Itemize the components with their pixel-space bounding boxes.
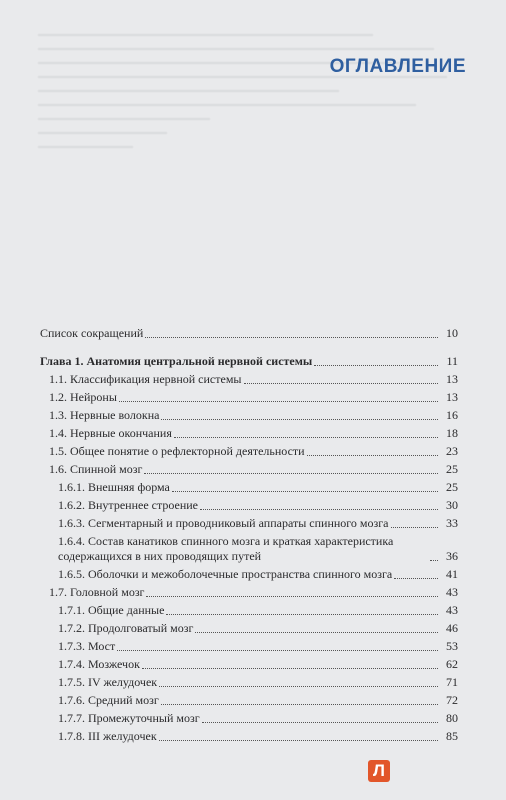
toc-entry[interactable] — [40, 372, 458, 387]
leader-dots — [307, 455, 438, 456]
leader-dots — [161, 704, 438, 705]
toc-entry-text: 1.7.5. IV желудочек — [58, 675, 158, 689]
toc-entry-text: 1.7.7. Промежуточный мозг — [58, 711, 200, 725]
toc-entry[interactable] — [40, 516, 458, 531]
toc-entry-text: 1.2. Нейроны — [49, 390, 117, 404]
toc-entry[interactable] — [40, 711, 458, 726]
toc-entry-text: Список сокращений — [40, 326, 144, 340]
leader-dots — [142, 668, 438, 669]
toc-entry-page: 62 — [446, 657, 458, 671]
leader-dots — [174, 437, 438, 438]
leader-dots — [202, 722, 438, 723]
leader-dots — [161, 419, 438, 420]
leader-dots — [430, 560, 438, 561]
show-through-text — [38, 22, 468, 192]
toc-entry-text: 1.6.3. Сегментарный и проводниковый аппараты спинного мозга — [58, 516, 389, 530]
toc-entry-page: 80 — [446, 711, 458, 725]
toc-entry-page: 46 — [446, 621, 458, 635]
toc-entry[interactable] — [40, 408, 458, 423]
leader-dots — [145, 337, 438, 338]
toc-entry[interactable] — [40, 462, 458, 477]
toc-entry[interactable] — [40, 657, 458, 672]
toc-entry-text: 1.7.6. Средний мозг — [58, 693, 159, 707]
toc-entry[interactable] — [40, 621, 458, 636]
toc-entry-text: 1.7. Головной мозг — [49, 585, 145, 599]
toc-entry-text: 1.7.4. Мозжечок — [58, 657, 140, 671]
leader-dots — [195, 632, 438, 633]
leader-dots — [200, 509, 438, 510]
toc-entry-page: 30 — [446, 498, 458, 512]
toc-entry-text: 1.7.2. Продолговатый мозг — [58, 621, 194, 635]
toc-entry[interactable] — [40, 639, 458, 654]
leader-dots — [119, 401, 438, 402]
leader-dots — [314, 365, 438, 366]
toc-entry[interactable] — [40, 426, 458, 441]
toc-entry-text: 1.6.5. Оболочки и межоболочечные пространства спинного мозга — [58, 567, 393, 581]
toc-entry-page: 41 — [446, 567, 458, 581]
toc-entry-text: 1.5. Общее понятие о рефлекторной деятельности — [49, 444, 305, 458]
toc-entry-page: 43 — [446, 585, 458, 599]
toc-entry-text: 1.3. Нервные волокна — [49, 408, 160, 422]
toc-entry[interactable] — [40, 585, 458, 600]
leader-dots — [117, 650, 438, 651]
publisher-logo: Л — [368, 760, 390, 782]
toc-entry-page: 71 — [446, 675, 458, 689]
leader-dots — [391, 527, 439, 528]
toc-entry[interactable] — [40, 480, 458, 495]
toc-entry-page: 43 — [446, 603, 458, 617]
toc-entry-page: 53 — [446, 639, 458, 653]
toc-entry-page: 23 — [446, 444, 458, 458]
leader-dots — [159, 740, 438, 741]
toc-entry-page: 13 — [446, 372, 458, 386]
toc-entry[interactable] — [40, 603, 458, 618]
toc-entry-text: Глава 1. Анатомия центральной нервной системы — [40, 354, 313, 368]
toc-entry-text: 1.6.1. Внешняя форма — [58, 480, 170, 494]
toc-entry-chapter-1[interactable] — [40, 354, 458, 369]
toc-entry-page: 33 — [446, 516, 458, 530]
toc-entry-text: 1.4. Нервные окончания — [49, 426, 172, 440]
toc-entry-page: 13 — [446, 390, 458, 404]
toc-entry-page: 11 — [446, 354, 458, 368]
toc-entry[interactable] — [40, 567, 458, 582]
toc-entry[interactable] — [40, 534, 458, 564]
toc-entry-page: 85 — [446, 729, 458, 743]
leader-dots — [394, 578, 438, 579]
toc-entry[interactable] — [40, 390, 458, 405]
toc-entry-page: 72 — [446, 693, 458, 707]
leader-dots — [159, 686, 438, 687]
toc-entry-text: 1.7.1. Общие данные — [58, 603, 165, 617]
toc-entry-page: 18 — [446, 426, 458, 440]
toc-entry[interactable] — [40, 444, 458, 459]
toc-entry-page: 25 — [446, 480, 458, 494]
toc-entry[interactable] — [40, 675, 458, 690]
leader-dots — [144, 473, 438, 474]
toc-entry-abbreviations[interactable] — [40, 326, 458, 341]
leader-dots — [166, 614, 438, 615]
toc-entry-text: 1.1. Классификация нервной системы — [49, 372, 242, 386]
toc-entry-page: 36 — [446, 549, 458, 563]
toc-entry-text: 1.6.4. Состав канатиков спинного мозга и краткая характеристика содержащихся в них проводящих путей — [58, 534, 394, 563]
toc-entry-text: 1.6. Спинной мозг — [49, 462, 143, 476]
toc-entry[interactable] — [40, 498, 458, 513]
toc-entry-page: 16 — [446, 408, 458, 422]
toc-entry[interactable] — [40, 693, 458, 708]
toc-entry-text: 1.6.2. Внутреннее строение — [58, 498, 198, 512]
leader-dots — [172, 491, 438, 492]
leader-dots — [146, 596, 438, 597]
toc-entry-page: 10 — [446, 326, 458, 340]
table-of-contents — [40, 326, 458, 747]
toc-entry-text: 1.7.8. III желудочек — [58, 729, 157, 743]
page-title: ОГЛАВЛЕНИЕ — [329, 56, 466, 77]
leader-dots — [244, 383, 439, 384]
toc-entry-text: 1.7.3. Мост — [58, 639, 116, 653]
toc-entry-page: 25 — [446, 462, 458, 476]
toc-entry[interactable] — [40, 729, 458, 744]
